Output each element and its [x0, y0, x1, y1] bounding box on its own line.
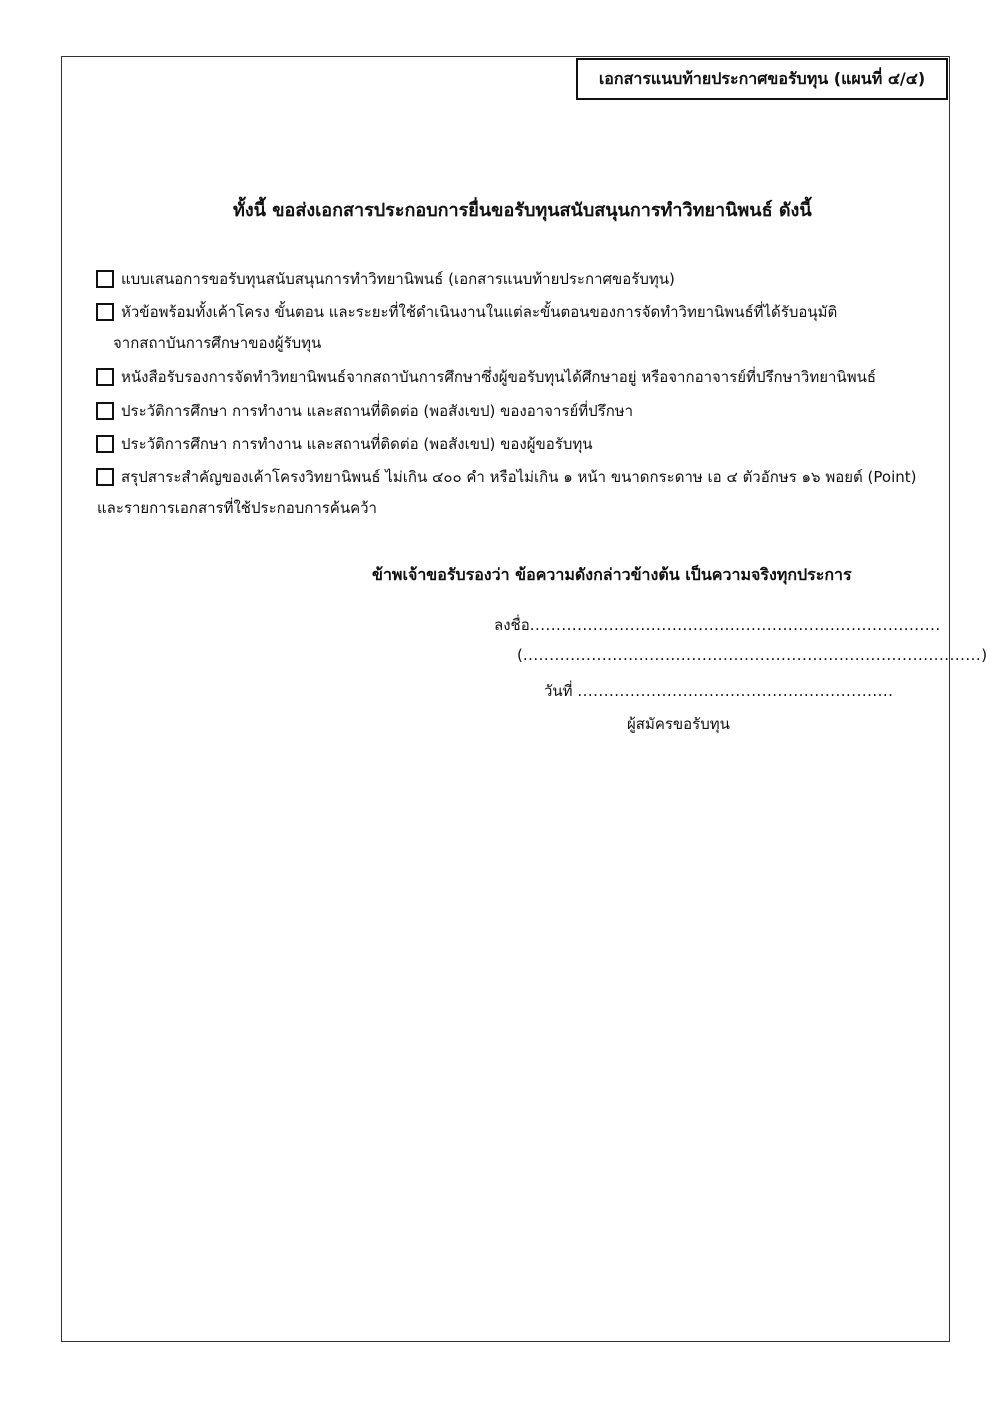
certification-statement: ข้าพเจ้าขอรับรองว่า ข้อความดังกล่าวข้างต้น เป็นความจริงทุกประการ	[372, 565, 852, 584]
checkbox-icon[interactable]	[96, 435, 114, 453]
checklist-item-continuation: จากสถาบันการศึกษาของผู้รับทุน	[113, 334, 322, 352]
checklist-item-line: หนังสือรับรองการจัดทำวิทยานิพนธ์จากสถาบันการศึกษาซึ่งผู้ขอรับทุนได้ศึกษาอยู่ หรือจากอาจารย์ที่ปรึกษาวิทยานิพนธ์	[121, 368, 876, 386]
checkbox-icon[interactable]	[96, 368, 114, 386]
checklist-item-text	[97, 466, 917, 519]
signature-field[interactable]: ..............................................................................	[529, 616, 941, 634]
document-checklist	[96, 268, 916, 519]
paren-close: )	[981, 646, 988, 664]
signature-printed-name-line	[517, 646, 987, 664]
checklist-item	[96, 400, 916, 422]
checklist-item-text	[121, 366, 876, 388]
date-field[interactable]: ............................................................	[577, 682, 894, 700]
applicant-role-label: ผู้สมัครขอรับทุน	[627, 715, 730, 733]
signature-date-line	[544, 679, 893, 703]
document-header-box	[576, 58, 948, 100]
checklist-item-line: สรุปสาระสำคัญของเค้าโครงวิทยานิพนธ์ ไม่เกิน ๔๐๐ คำ หรือไม่เกิน ๑ หน้า ขนาดกระดาษ เอ ๔ ตัวอักษร ๑๖ พอยต์ (Point)	[121, 468, 917, 486]
paren-open: (	[517, 646, 523, 664]
printed-name-field[interactable]: .......................................................................................	[522, 646, 982, 664]
checklist-item-line: แบบเสนอการขอรับทุนสนับสนุนการทำวิทยานิพนธ์ (เอกสารแนบท้ายประกาศขอรับทุน)	[121, 270, 675, 288]
signature-label: ลงชื่อ	[494, 616, 530, 634]
checkbox-icon[interactable]	[96, 468, 114, 486]
page-title: ทั้งนี้ ขอส่งเอกสารประกอบการยื่นขอรับทุนสนับสนุนการทำวิทยานิพนธ์ ดังนี้	[233, 200, 812, 221]
checklist-item	[96, 433, 916, 455]
document-header-label: เอกสารแนบท้ายประกาศขอรับทุน (แผนที่ ๔/๔)	[598, 68, 926, 88]
checklist-item-text	[113, 301, 838, 354]
checklist-item-line: ประวัติการศึกษา การทำงาน และสถานที่ติดต่อ (พอสังเขป) ของอาจารย์ที่ปรึกษา	[121, 402, 634, 420]
signature-name-line	[494, 613, 941, 637]
checklist-item-text	[121, 433, 593, 455]
checkbox-icon[interactable]	[96, 402, 114, 420]
date-label: วันที่	[544, 682, 573, 700]
checklist-item-text	[121, 400, 633, 422]
checklist-item-continuation: และรายการเอกสารที่ใช้ประกอบการค้นคว้า	[97, 499, 377, 517]
checklist-item-line: หัวข้อพร้อมทั้งเค้าโครง ขั้นตอน และระยะที่ใช้ดำเนินงานในแต่ละขั้นตอนของการจัดทำวิทยานิพนธ์ที่ได้รับอนุมัติ	[121, 303, 838, 321]
checklist-item	[96, 466, 916, 519]
checklist-item	[96, 301, 916, 354]
checklist-item-text	[121, 268, 675, 290]
checklist-item-line: ประวัติการศึกษา การทำงาน และสถานที่ติดต่อ (พอสังเขป) ของผู้ขอรับทุน	[121, 435, 593, 453]
checkbox-icon[interactable]	[96, 303, 114, 321]
checkbox-icon[interactable]	[96, 270, 114, 288]
checklist-item	[96, 366, 916, 388]
checklist-item	[96, 268, 916, 290]
